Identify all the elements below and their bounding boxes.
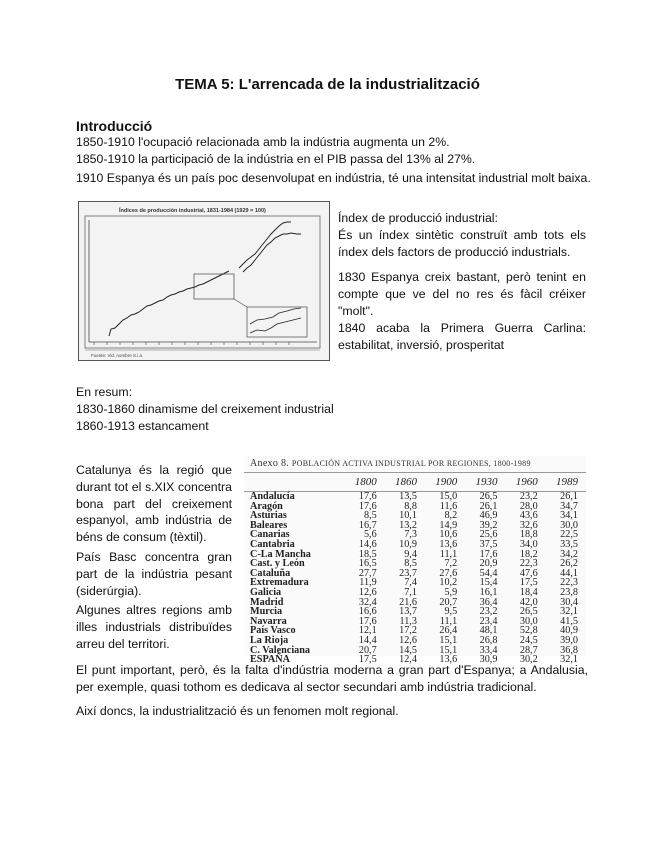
value-cell: 52,8: [519, 625, 538, 637]
chart-caption: Índices de producción industrial, 1831-1984 (1929 = 100): [119, 208, 266, 214]
value-cell: 15,4: [479, 577, 498, 589]
paragraph-1830: 1830 Espanya creix bastant, però tenint en compte que ve del no res és fàcil créixer "molt".: [338, 270, 586, 318]
value-cell: 12,1: [358, 625, 377, 637]
value-cell: 7,3: [404, 529, 417, 541]
value-cell: 23,2: [479, 606, 498, 618]
value-cell: 39,0: [560, 634, 578, 646]
region-cell: Navarra: [250, 615, 287, 627]
definition-title: Índex de producció industrial:: [338, 211, 498, 225]
value-cell: 26,5: [519, 606, 538, 618]
value-cell: 22,5: [560, 529, 578, 541]
definition-text: És un índex sintètic construït amb tots els índex dels factors de producció industrials.: [338, 228, 586, 259]
table-header-row: [244, 473, 586, 492]
region-cell: La Rioja: [250, 634, 289, 646]
value-cell: 23,4: [479, 615, 498, 627]
value-cell: 15,0: [439, 491, 458, 502]
value-cell: 17,6: [479, 548, 498, 560]
value-cell: 26,1: [560, 491, 578, 502]
value-cell: 11,3: [399, 615, 417, 627]
region-cell: Asturias: [250, 510, 287, 522]
region-cell: ESPAÑA: [250, 654, 290, 666]
value-cell: 32,1: [560, 606, 578, 618]
value-cell: 30,9: [479, 654, 498, 666]
intro-line: 1850-1910 la participació de la indústria en el PIB passa del 13% al 27%.: [76, 152, 476, 166]
value-cell: 17,5: [519, 577, 538, 589]
value-cell: 26,4: [439, 625, 458, 637]
column-header: 1900: [425, 473, 465, 492]
value-cell: 12,4: [399, 654, 417, 666]
data-table: [244, 473, 586, 665]
value-cell: 13,7: [399, 606, 417, 618]
region-cell: Cast. y León: [250, 558, 305, 570]
region-cell: C-La Mancha: [250, 548, 311, 560]
page-title: TEMA 5: L'arrencada de la industrialització: [175, 76, 480, 93]
value-cell: 40,9: [560, 625, 578, 637]
value-cell: 20,7: [358, 644, 377, 656]
value-cell: 23,7: [399, 567, 417, 579]
value-cell: 12,6: [358, 586, 377, 598]
value-cell: 26,8: [479, 634, 498, 646]
value-cell: 17,5: [358, 654, 377, 666]
region-cell: Galicia: [250, 586, 282, 598]
value-cell: 18,4: [519, 586, 538, 598]
table-body: [244, 492, 586, 665]
value-cell: 33,4: [479, 644, 498, 656]
region-cell: Baleares: [250, 519, 288, 531]
region-cell: Extremadura: [250, 577, 309, 589]
column-header: 1960: [505, 473, 545, 492]
value-cell: 43,6: [519, 510, 538, 522]
value-cell: 32,4: [358, 596, 377, 608]
value-cell: 18,2: [519, 548, 538, 560]
value-cell: 30,2: [519, 654, 538, 666]
value-cell: 30,0: [560, 519, 578, 531]
region-cell: Cataluña: [250, 567, 291, 579]
summary-line: 1830-1860 dinamisme del creixement industrial: [76, 402, 334, 416]
value-cell: 23,2: [519, 491, 538, 502]
value-cell: 22,3: [519, 558, 538, 570]
region-cell: País Vasco: [250, 625, 296, 637]
value-cell: 8,5: [363, 510, 377, 522]
closing-paragraph-1: El punt important, però, és la falta d'indústria moderna a gran part d'Espanya; a Andalusia, per exemple, quasi tothom es dedicava al sector secundari amb indústria tradicional.: [76, 663, 588, 694]
value-cell: 10,9: [399, 538, 417, 550]
catalunya-paragraph: Catalunya és la regió que durant tot el s.XIX concentra bona part del creixement espanyol, amb indústria de béns de consum (tèxtil).: [76, 463, 232, 545]
value-cell: 32,6: [519, 519, 538, 531]
value-cell: 18,8: [519, 529, 538, 541]
value-cell: 14,9: [439, 519, 458, 531]
value-cell: 47,6: [519, 567, 538, 579]
value-cell: 48,1: [479, 625, 498, 637]
intro-line: 1910 Espanya és un país poc desenvolupat en indústria, té una intensitat industrial molt baixa.: [76, 171, 591, 185]
value-cell: 21,6: [399, 596, 417, 608]
value-cell: 34,0: [519, 538, 538, 550]
value-cell: 20,7: [439, 596, 458, 608]
region-cell: Aragón: [250, 500, 283, 512]
value-cell: 16,5: [358, 558, 377, 570]
value-cell: 18,5: [358, 548, 377, 560]
chart-graphic: [79, 202, 329, 360]
summary-heading: En resum:: [76, 385, 133, 399]
value-cell: 9,4: [404, 548, 417, 560]
value-cell: 15,1: [439, 644, 458, 656]
value-cell: 17,2: [399, 625, 417, 637]
value-cell: 30,0: [519, 615, 538, 627]
column-header: 1989: [546, 473, 586, 492]
summary-line: 1860-1913 estancament: [76, 419, 209, 433]
value-cell: 11,6: [439, 500, 458, 512]
value-cell: 41,5: [560, 615, 578, 627]
value-cell: 13,6: [439, 654, 458, 666]
value-cell: 32,1: [560, 654, 578, 666]
value-cell: 13,6: [439, 538, 458, 550]
value-cell: 46,9: [479, 510, 498, 522]
region-cell: Cantabria: [250, 538, 295, 550]
region-cell: C. Valenciana: [250, 644, 311, 656]
value-cell: 33,5: [560, 538, 578, 550]
paragraph-1840: 1840 acaba la Primera Guerra Carlina: estabilitat, inversió, prosperitat: [338, 321, 586, 352]
region-cell: Andalucía: [250, 491, 295, 502]
value-cell: 8,8: [404, 500, 417, 512]
table-caption-text: POBLACIÓN ACTIVA INDUSTRIAL POR REGIONES, 1800-1989: [291, 459, 531, 468]
industrial-production-chart: [78, 201, 330, 361]
value-cell: 16,1: [479, 586, 498, 598]
value-cell: 16,7: [358, 519, 377, 531]
value-cell: 39,2: [479, 519, 498, 531]
value-cell: 26,5: [479, 491, 498, 502]
closing-paragraph-2: Així doncs, la industrialització és un fenomen molt regional.: [76, 704, 399, 718]
value-cell: 28,0: [519, 500, 538, 512]
value-cell: 17,6: [358, 500, 377, 512]
column-header: 1800: [344, 473, 384, 492]
value-cell: 27,6: [439, 567, 458, 579]
value-cell: 17,6: [358, 491, 377, 502]
region-cell: Murcia: [250, 606, 283, 618]
other-regions-paragraph: Algunes altres regions amb illes industrials distribuïdes arreu del territori.: [76, 603, 232, 651]
value-cell: 27,7: [358, 567, 377, 579]
value-cell: 5,9: [444, 586, 458, 598]
intro-heading: Introducció: [76, 118, 153, 134]
table-caption-prefix: Anexo 8.: [250, 458, 290, 469]
value-cell: 34,7: [560, 500, 578, 512]
value-cell: 10,1: [399, 510, 417, 522]
value-cell: 14,4: [358, 634, 377, 646]
value-cell: 11,9: [359, 577, 377, 589]
value-cell: 15,1: [439, 634, 458, 646]
region-cell: Canarias: [250, 529, 290, 541]
value-cell: 23,8: [560, 586, 578, 598]
chart-source: Fuente: Vid. nombre S.i.a.: [91, 353, 144, 358]
column-header: 1860: [385, 473, 425, 492]
value-cell: 36,8: [560, 644, 578, 656]
value-cell: 8,5: [404, 558, 417, 570]
value-cell: 34,1: [560, 510, 578, 522]
value-cell: 37,5: [479, 538, 498, 550]
value-cell: 22,3: [560, 577, 578, 589]
value-cell: 14,6: [358, 538, 377, 550]
value-cell: 7,4: [404, 577, 417, 589]
value-cell: 14,5: [399, 644, 417, 656]
column-header: 1930: [465, 473, 505, 492]
value-cell: 25,6: [479, 529, 498, 541]
pais-basc-paragraph: País Basc concentra gran part de la indústria pesant (siderúrgia).: [76, 550, 232, 598]
value-cell: 8,2: [444, 510, 458, 522]
value-cell: 24,5: [519, 634, 538, 646]
value-cell: 10,2: [439, 577, 458, 589]
table-caption: [244, 456, 586, 473]
value-cell: 26,1: [479, 500, 498, 512]
value-cell: 26,2: [560, 558, 578, 570]
value-cell: 44,1: [560, 567, 578, 579]
value-cell: 42,0: [519, 596, 538, 608]
value-cell: 11,1: [439, 615, 458, 627]
value-cell: 17,6: [358, 615, 377, 627]
regional-industrial-population-table: [244, 456, 586, 666]
column-header-region: [244, 473, 344, 492]
value-cell: 34,2: [560, 548, 578, 560]
value-cell: 28,7: [519, 644, 538, 656]
value-cell: 7,1: [404, 586, 417, 598]
value-cell: 10,6: [439, 529, 458, 541]
value-cell: 36,4: [479, 596, 498, 608]
value-cell: 11,1: [439, 548, 458, 560]
value-cell: 30,4: [560, 596, 578, 608]
value-cell: 7,2: [444, 558, 458, 570]
value-cell: 13,2: [399, 519, 417, 531]
value-cell: 12,6: [399, 634, 417, 646]
value-cell: 13,5: [399, 491, 417, 502]
value-cell: 5,6: [363, 529, 377, 541]
region-cell: Madrid: [250, 596, 284, 608]
value-cell: 20,9: [479, 558, 498, 570]
value-cell: 9,5: [444, 606, 458, 618]
value-cell: 16,6: [358, 606, 377, 618]
value-cell: 54,4: [479, 567, 498, 579]
intro-line: 1850-1910 l'ocupació relacionada amb la indústria augmenta un 2%.: [76, 135, 450, 149]
